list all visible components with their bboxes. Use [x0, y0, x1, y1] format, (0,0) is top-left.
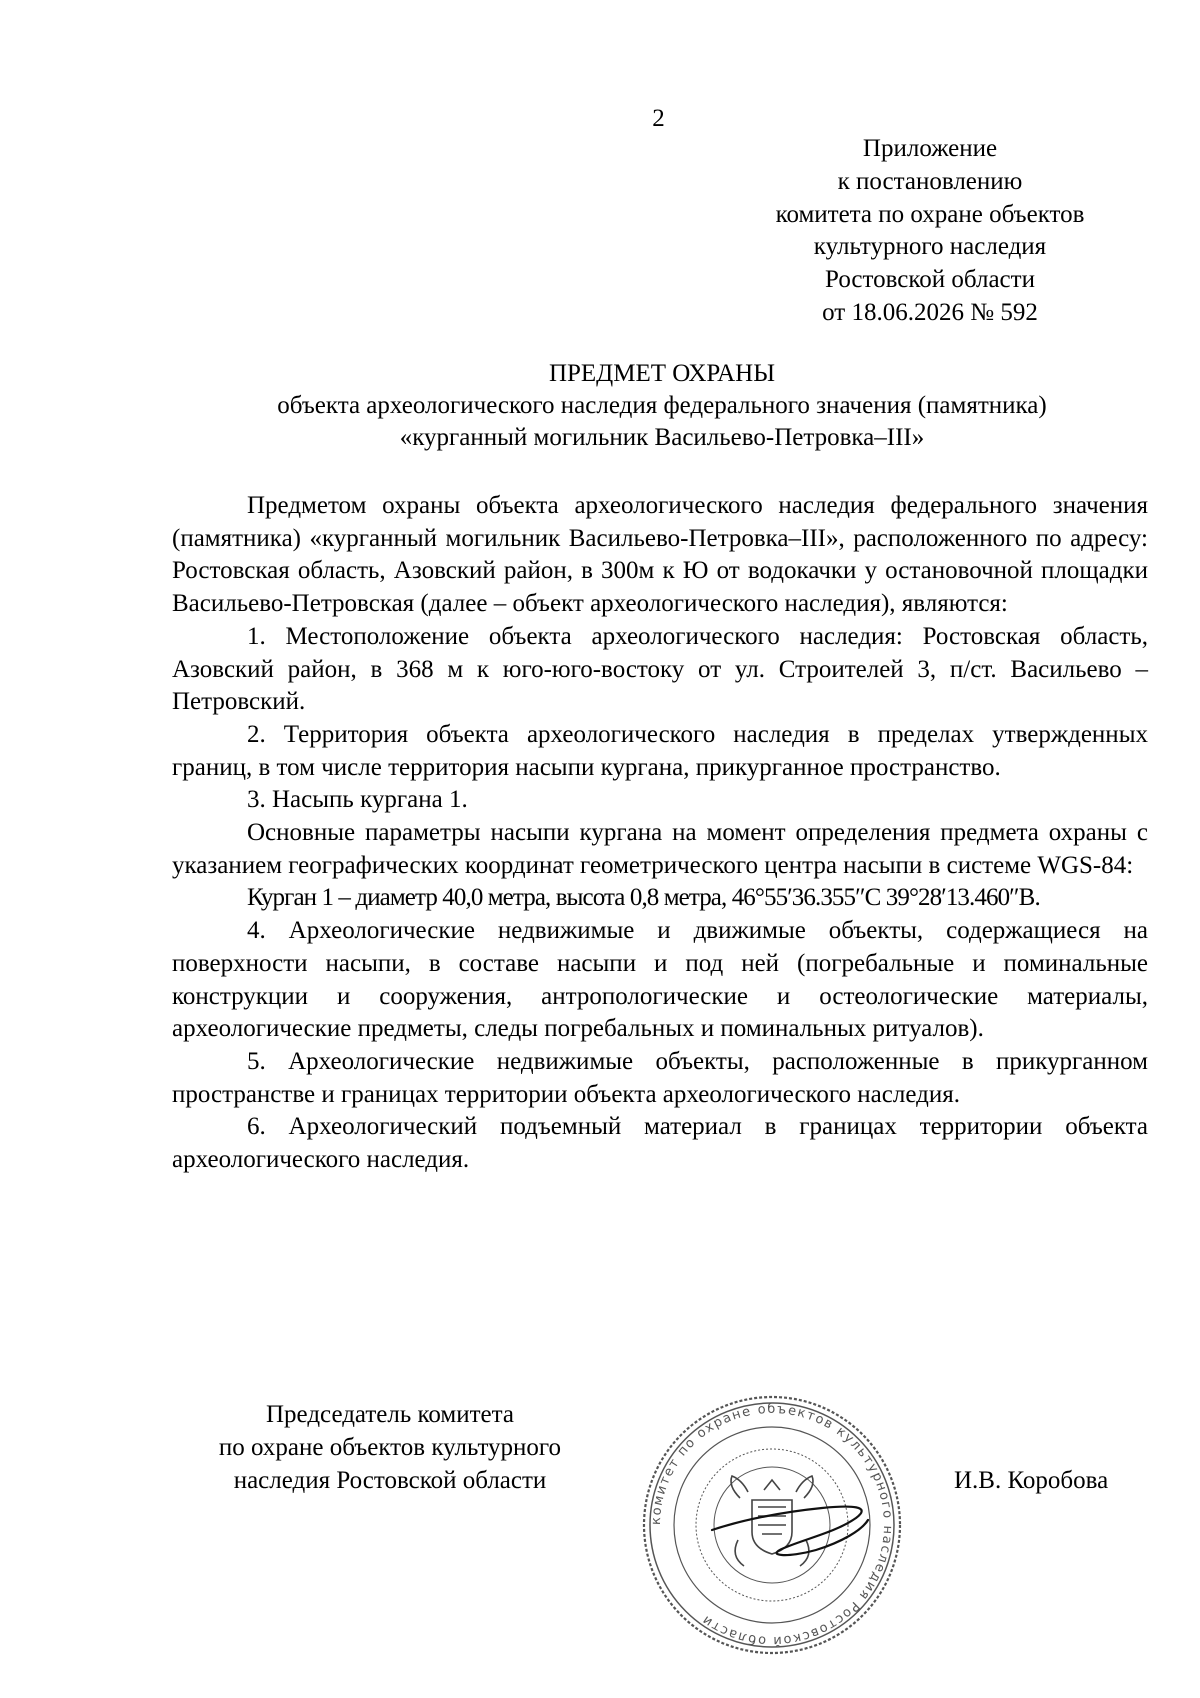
intro-paragraph: Предметом охраны объекта археологического наследия федерального значения (памятника) «курганный могильник Васильево-Петровка–III», расположенного по адресу: Ростовская область, Азовский район, в 300м к Ю от водокачки у остановочной площадки Васильево-Петровская (далее – объект археологического наследия), являются: — [172, 492, 1148, 618]
item-mound: 3. Насыпь кургана 1. — [247, 786, 468, 814]
appendix-line: комитета по охране объектов — [775, 200, 1085, 228]
appendix-line: Ростовской области — [825, 266, 1035, 294]
item-immovable-objects: 5. Археологические недвижимые объекты, расположенные в прикурганном пространстве и границах территории объекта археологического наследия. — [172, 1047, 1148, 1108]
title-subtitle: «курганный могильник Васильево-Петровка–III» — [399, 424, 925, 451]
document-body — [172, 490, 1148, 1177]
appendix-line: к постановлению — [837, 167, 1023, 195]
item-territory: 2. Территория объекта археологического наследия в пределах утвержденных границ, в том числе территория насыпи кургана, прикурганное пространство. — [172, 720, 1148, 781]
seal-ring-text: комитет по охране объектов культурного наследия Ростовской области — [648, 1401, 896, 1649]
item-location: 1. Местоположение объекта археологического наследия: Ростовская область, Азовский район, в 368 м к юго-юго-востоку от ул. Строителей 3, п/ст. Васильево – Петровский. — [172, 622, 1148, 716]
appendix-block — [752, 133, 1108, 330]
signatory-position — [180, 1398, 600, 1497]
signatory-position-line: Председатель комитета — [266, 1401, 514, 1428]
official-seal-stamp — [612, 1380, 932, 1670]
document-title — [172, 358, 1152, 454]
item-surface-material: 6. Археологический подъемный материал в границах территории объекта археологического наследия. — [172, 1113, 1148, 1174]
page-number: 2 — [652, 105, 665, 132]
mound-parameters-paragraph: Основные параметры насыпи кургана на момент определения предмета охраны с указанием географических координат геометрического центра насыпи в системе WGS-84: — [172, 819, 1148, 879]
signatory-position-line: наследия Ростовской области — [233, 1467, 547, 1494]
appendix-line: культурного наследия — [813, 233, 1047, 261]
title-subtitle: объекта археологического наследия федерального значения (памятника) — [277, 392, 1047, 419]
item-objects: 4. Археологические недвижимые и движимые объекты, содержащиеся на поверхности насыпи, в составе насыпи и под ней (погребальные и поминальные конструкции и сооружения, антропологические и остеологические материалы, археологические предметы, следы погребальных и поминальных ритуалов). — [172, 917, 1148, 1043]
signatory-name: И.В. Коробова — [954, 1467, 1109, 1494]
appendix-date-line: от 18.06.2026 № 592 — [822, 298, 1038, 326]
signatory-position-line: по охране объектов культурного — [218, 1434, 562, 1461]
mound-coordinates: Курган 1 – диаметр 40,0 метра, высота 0,8 метра, 46°55′36.355″С 39°28′13.460″В. — [247, 884, 1040, 912]
title-heading: ПРЕДМЕТ ОХРАНЫ — [548, 360, 776, 387]
appendix-line: Приложение — [862, 135, 998, 162]
